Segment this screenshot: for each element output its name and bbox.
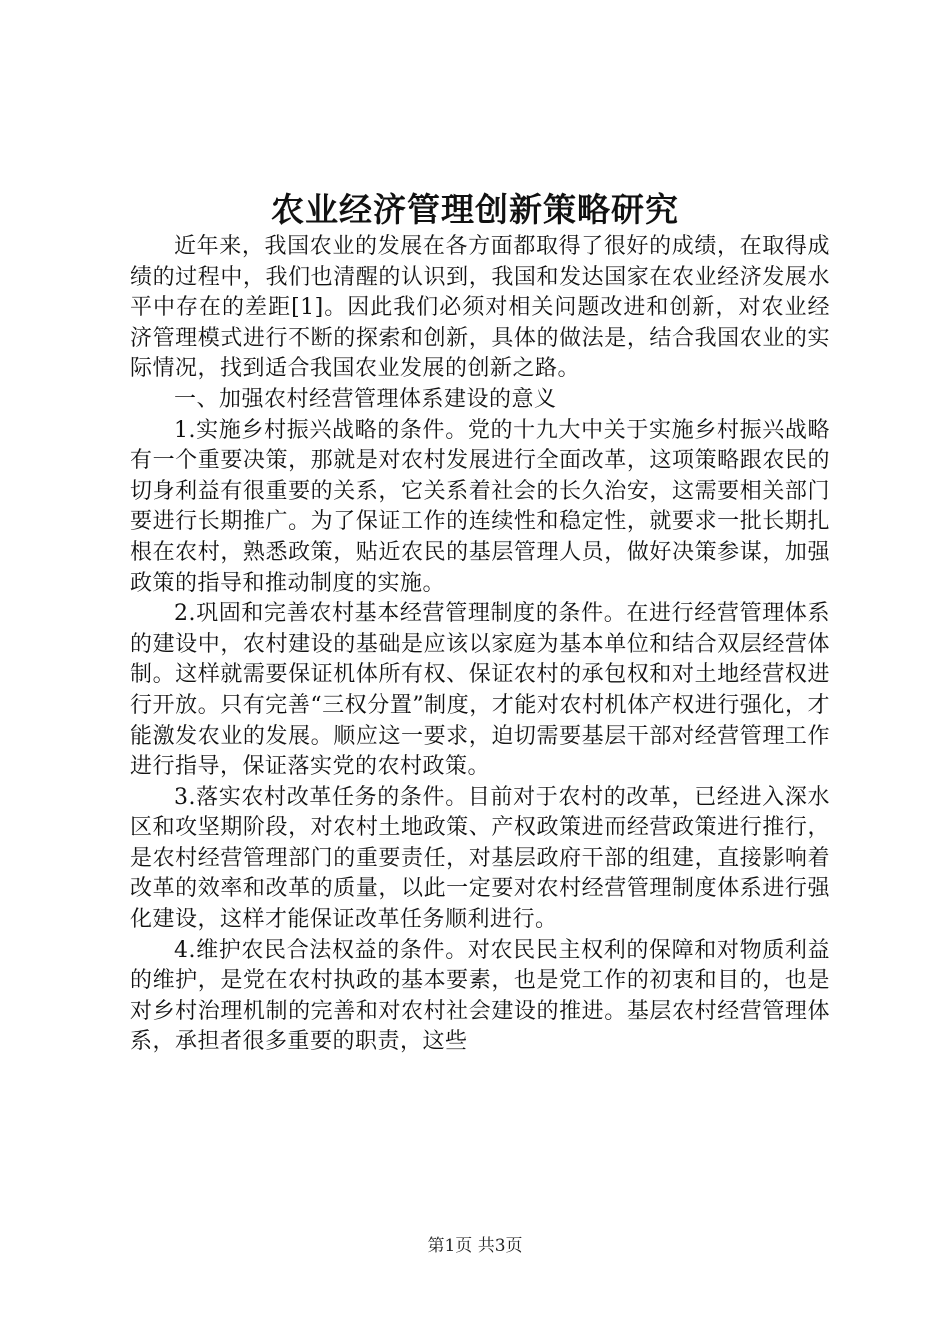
page-number-footer: 第1页 共3页 <box>427 1236 523 1256</box>
document-body <box>130 232 830 1058</box>
section-heading: 一、加强农村经营管理体系建设的意义 <box>174 386 557 412</box>
paragraph-point-3: 3.落实农村改革任务的条件。目前对于农村的改革，已经进入深水区和攻坚期阶段，对农村土地政策、产权政策进而经营政策进行推行，是农村经营管理部门的重要责任，对基层政府干部的组建，直接影响着改革的效率和改革的质量，以此一定要对农村经营管理制度体系进行强化建设，这样才能保证改革任务顺利进行。 <box>130 784 830 933</box>
paragraph-point-2: 2.巩固和完善农村基本经营管理制度的条件。在进行经营管理体系的建设中，农村建设的基础是应该以家庭为基本单位和结合双层经营体制。这样就需要保证机体所有权、保证农村的承包权和对土地经营权进行开放。只有完善“三权分置”制度，才能对农村机体产权进行强化，才能激发农业的发展。顺应这一要求，迫切需要基层干部对经营管理工作进行指导，保证落实党的农村政策。 <box>130 601 830 780</box>
paragraph-point-4: 4.维护农民合法权益的条件。对农民民主权利的保障和对物质利益的维护，是党在农村执政的基本要素，也是党工作的初衷和目的，也是对乡村治理机制的完善和对农村社会建设的推进。基层农村经营管理体系，承担者很多重要的职责，这些 <box>130 937 830 1055</box>
paragraph-point-1: 1.实施乡村振兴战略的条件。党的十九大中关于实施乡村振兴战略有一个重要决策，那就是对农村发展进行全面改革，这项策略跟农民的切身利益有很重要的关系，它关系着社会的长久治安，这需要相关部门要进行长期推广。为了保证工作的连续性和稳定性，就要求一批长期扎根在农村，熟悉政策，贴近农民的基层管理人员，做好决策参谋，加强政策的指导和推动制度的实施。 <box>130 417 830 596</box>
paragraph-intro: 近年来，我国农业的发展在各方面都取得了很好的成绩，在取得成绩的过程中，我们也清醒的认识到，我国和发达国家在农业经济发展水平中存在的差距[1]。因此我们必须对相关问题改进和创新，对农业经济管理模式进行不断的探索和创新，具体的做法是，结合我国农业的实际情况，找到适合我国农业发展的创新之路。 <box>130 234 830 382</box>
document-title: 农业经济管理创新策略研究 <box>271 190 679 229</box>
